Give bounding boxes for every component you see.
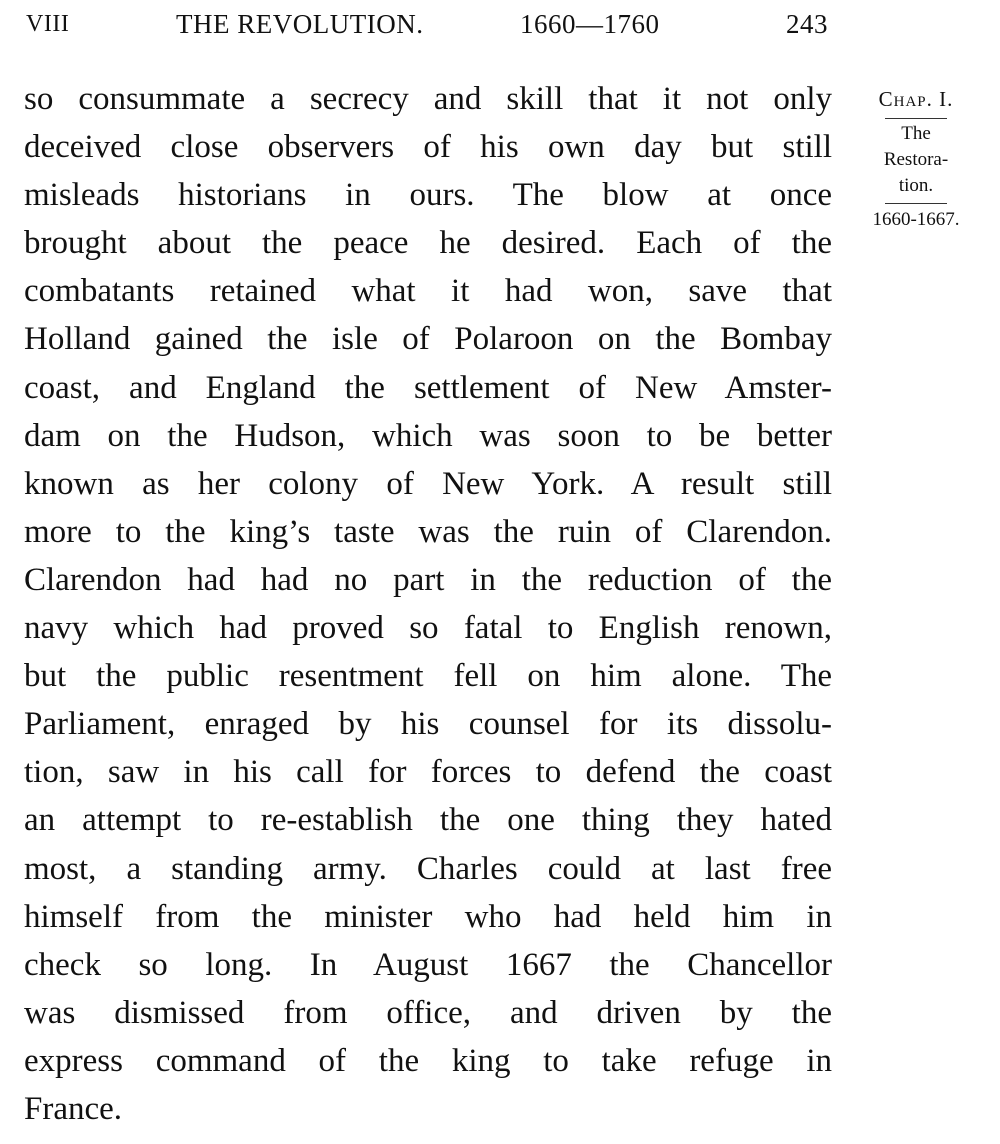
text-line: coast, and England the settlement of New Amster- — [24, 369, 832, 406]
text-line: himself from the minister who had held him in — [24, 898, 832, 935]
header-chapter-number: VIII — [26, 11, 70, 37]
text-line: Parliament, enraged by his counsel for its dissolu- — [24, 706, 832, 743]
text-line: brought about the peace he desired. Each of the — [24, 225, 832, 262]
text-line: Clarendon had had no part in the reduction of the — [24, 561, 832, 598]
text-line: so consummate a secrecy and skill that it not only — [24, 81, 832, 117]
text-line: express command of the king to take refuge in — [24, 1042, 832, 1079]
text-line: more to the king’s taste was the ruin of Clarendon. — [24, 513, 832, 550]
page-number: 243 — [786, 9, 828, 39]
margin-subject-line: The — [901, 123, 931, 145]
margin-rule — [885, 203, 947, 204]
text-line: dam on the Hudson, which was soon to be better — [24, 417, 832, 454]
text-line: tion, saw in his call for forces to defend the coast — [24, 754, 832, 791]
text-line: navy which had proved so fatal to English renown, — [24, 610, 832, 647]
body-text — [24, 75, 832, 1133]
margin-subject-line: Restora- — [883, 149, 949, 171]
margin-chapter: Chap. I. — [878, 87, 954, 111]
text-line: combatants retained what it had won, save that — [24, 273, 832, 310]
text-line: check so long. In August 1667 the Chancellor — [24, 946, 832, 983]
text-line: most, a standing army. Charles could at last free — [24, 850, 832, 887]
text-line: an attempt to re-establish the one thing they hated — [24, 802, 832, 839]
margin-subject-line: tion. — [898, 175, 934, 197]
text-line: deceived close observers of his own day but still — [24, 129, 832, 166]
margin-rule — [885, 118, 947, 119]
text-line: known as her colony of New York. A result still — [24, 465, 832, 502]
margin-note — [852, 88, 980, 230]
text-line: Holland gained the isle of Polaroon on the Bombay — [24, 321, 832, 358]
text-line: misleads historians in ours. The blow at once — [24, 177, 832, 214]
margin-years: 1660-1667. — [872, 209, 960, 231]
header-title: THE REVOLUTION. — [176, 9, 424, 39]
text-line: was dismissed from office, and driven by the — [24, 994, 832, 1031]
header-date-range: 1660—1760 — [520, 9, 660, 39]
text-line-final: France. — [24, 1090, 123, 1127]
running-header — [0, 6, 1000, 42]
text-line: but the public resentment fell on him alone. The — [24, 658, 832, 695]
